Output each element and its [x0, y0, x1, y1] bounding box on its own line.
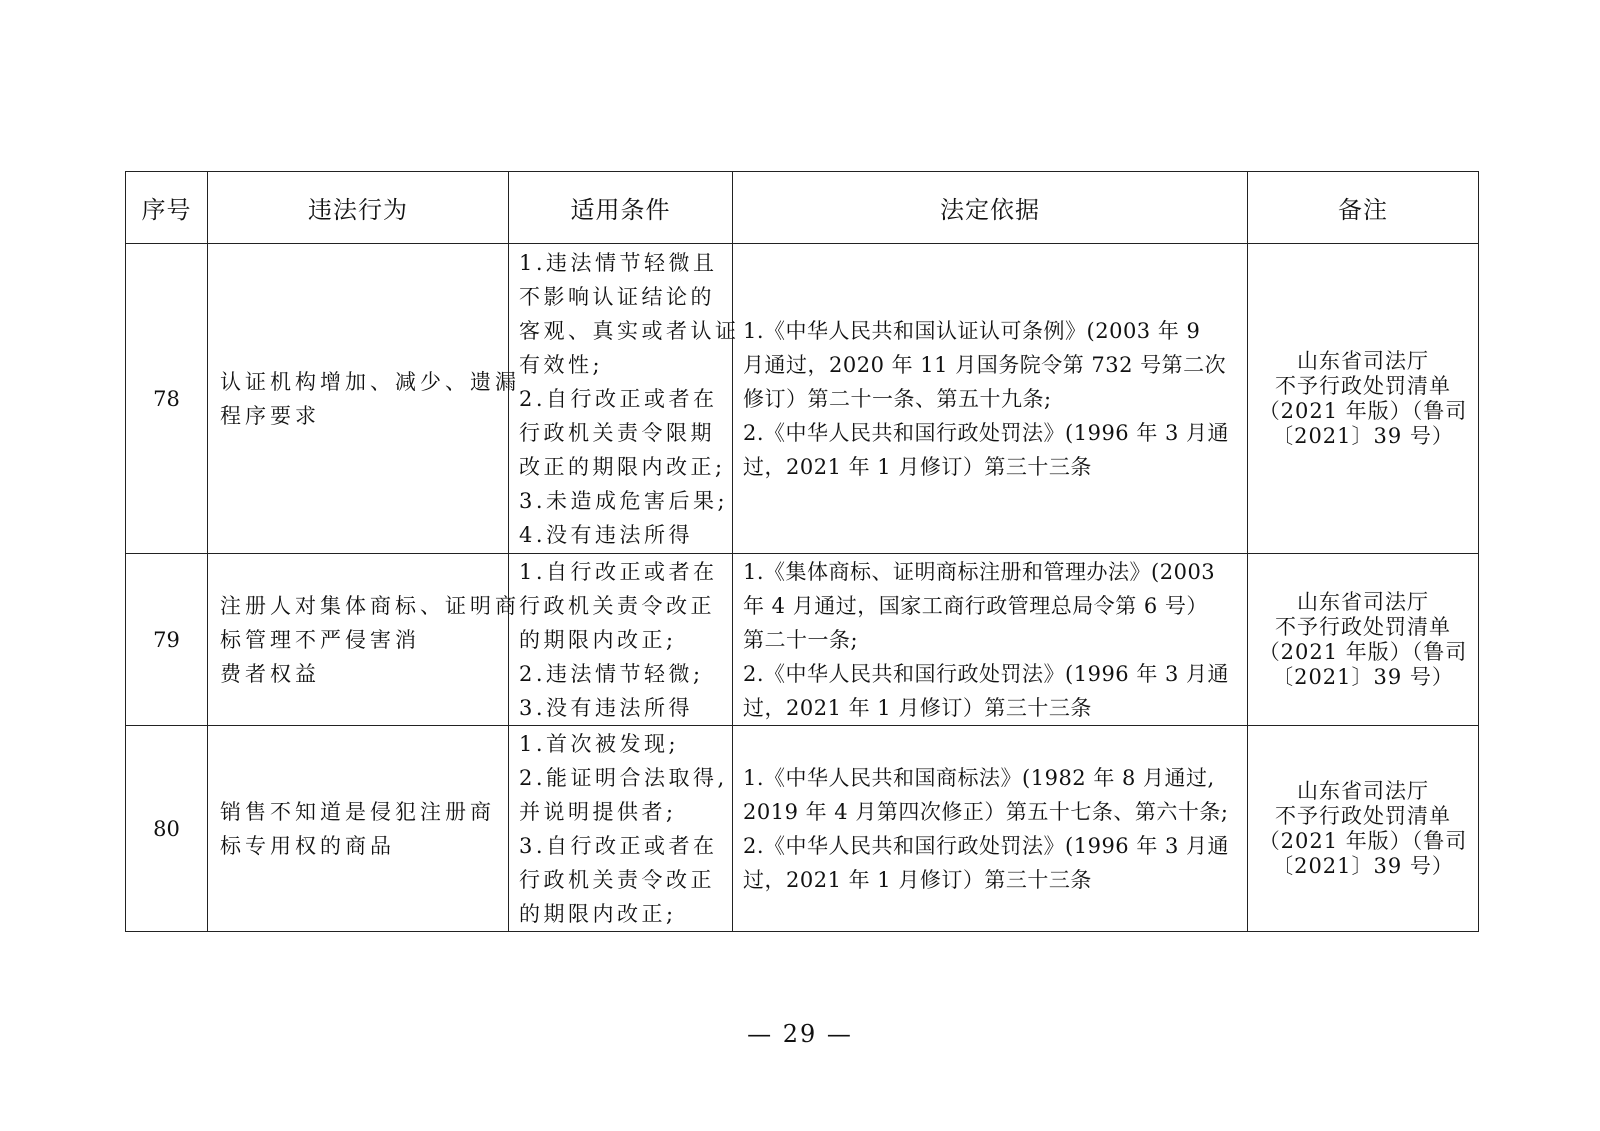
remark-line: 不予行政处罚清单 [1275, 803, 1451, 828]
legal-basis-line: 2.《中华人民共和国行政处罚法》(1996 年 3 月通 [743, 661, 1230, 686]
remark-line: （2021 年版）（鲁司 [1258, 639, 1468, 664]
remark-line: （2021 年版）（鲁司 [1258, 398, 1468, 423]
header-legal-basis: 法定依据 [733, 172, 1248, 244]
condition-line: 3.未造成危害后果; [519, 488, 729, 513]
act-line: 认证机构增加、减少、遗漏 [220, 369, 520, 394]
table-row [126, 244, 1479, 554]
legal-basis-line: 过，2021 年 1 月修订）第三十三条 [743, 867, 1092, 892]
legal-basis-line: 第二十一条; [743, 627, 859, 652]
remarks [1248, 726, 1479, 932]
legal-basis-line: 1.《集体商标、证明商标注册和管理办法》(2003 [743, 559, 1216, 584]
violation-act [208, 726, 509, 932]
legal-basis-line: 1.《中华人民共和国认证认可条例》(2003 年 9 [743, 318, 1201, 343]
remark-line: 山东省司法厅 [1297, 589, 1429, 614]
condition-line: 3.自行改正或者在 [519, 833, 718, 858]
legal-basis-line: 1.《中华人民共和国商标法》(1982 年 8 月通过, [743, 765, 1215, 790]
condition-line: 行政机关责令改正 [519, 867, 715, 892]
table-row [126, 554, 1479, 726]
violation-act [208, 554, 520, 726]
remark-line: 不予行政处罚清单 [1275, 614, 1451, 639]
penalty-exemption-table [125, 171, 1479, 932]
condition-line: 的期限内改正; [519, 627, 677, 652]
remark-line: 山东省司法厅 [1297, 348, 1429, 373]
legal-basis-line: 过，2021 年 1 月修订）第三十三条 [743, 695, 1092, 720]
condition-line: 2.能证明合法取得, [519, 765, 728, 790]
act-line: 销售不知道是侵犯注册商 [220, 799, 495, 824]
remark-line: 山东省司法厅 [1297, 778, 1429, 803]
condition-line: 客观、真实或者认证 [519, 318, 740, 343]
header-no: 序号 [126, 172, 208, 244]
legal-basis-line: 过，2021 年 1 月修订）第三十三条 [743, 454, 1092, 479]
applicable-conditions [509, 726, 733, 932]
condition-line: 1.自行改正或者在 [519, 559, 718, 584]
remark-line: （2021 年版）（鲁司 [1258, 828, 1468, 853]
act-line: 注册人对集体商标、证明商 [220, 593, 520, 618]
legal-basis-line: 修订）第二十一条、第五十九条; [743, 386, 1052, 411]
condition-line: 改正的期限内改正; [519, 454, 726, 479]
act-line: 标专用权的商品 [220, 833, 395, 858]
act-line: 费者权益 [220, 661, 320, 686]
condition-line: 行政机关责令限期 [519, 420, 715, 445]
legal-basis-line: 2019 年 4 月第四次修正）第五十七条、第六十条; [743, 799, 1229, 824]
condition-line: 行政机关责令改正 [519, 593, 715, 618]
condition-line: 2.自行改正或者在 [519, 386, 718, 411]
row-number: 78 [126, 244, 208, 554]
condition-line: 不影响认证结论的 [519, 284, 715, 309]
legal-basis [733, 244, 1248, 554]
condition-line: 3.没有违法所得 [519, 695, 694, 720]
remarks [1248, 554, 1479, 726]
page-number: — 29 — [747, 1020, 853, 1048]
legal-basis [733, 726, 1248, 932]
remark-line: 〔2021〕39 号） [1272, 853, 1454, 878]
remarks [1248, 244, 1479, 554]
condition-line: 的期限内改正; [519, 901, 677, 926]
condition-line: 有效性; [519, 352, 604, 377]
act-line: 程序要求 [220, 403, 320, 428]
applicable-conditions [509, 554, 733, 726]
act-line: 标管理不严侵害消 [220, 627, 420, 652]
violation-act [208, 244, 520, 554]
condition-line: 并说明提供者; [519, 799, 677, 824]
applicable-conditions [509, 244, 740, 554]
legal-basis-line: 2.《中华人民共和国行政处罚法》(1996 年 3 月通 [743, 833, 1230, 858]
condition-line: 1.首次被发现; [519, 731, 680, 756]
table-row [126, 726, 1479, 932]
legal-basis-line: 2.《中华人民共和国行政处罚法》(1996 年 3 月通 [743, 420, 1230, 445]
row-number: 80 [126, 726, 208, 932]
legal-basis-line: 月通过，2020 年 11 月国务院令第 732 号第二次 [743, 352, 1227, 377]
remark-line: 〔2021〕39 号） [1272, 423, 1454, 448]
header-conditions: 适用条件 [509, 172, 733, 244]
legal-basis [733, 554, 1248, 726]
legal-basis-line: 年 4 月通过，国家工商行政管理总局令第 6 号） [743, 593, 1208, 618]
remark-line: 〔2021〕39 号） [1272, 664, 1454, 689]
condition-line: 4.没有违法所得 [519, 522, 694, 547]
condition-line: 2.违法情节轻微; [519, 661, 704, 686]
remark-line: 不予行政处罚清单 [1275, 373, 1451, 398]
condition-line: 1.违法情节轻微且 [519, 250, 718, 275]
table-header-row [126, 172, 1479, 244]
row-number: 79 [126, 554, 208, 726]
header-act: 违法行为 [208, 172, 509, 244]
header-remarks: 备注 [1248, 172, 1479, 244]
